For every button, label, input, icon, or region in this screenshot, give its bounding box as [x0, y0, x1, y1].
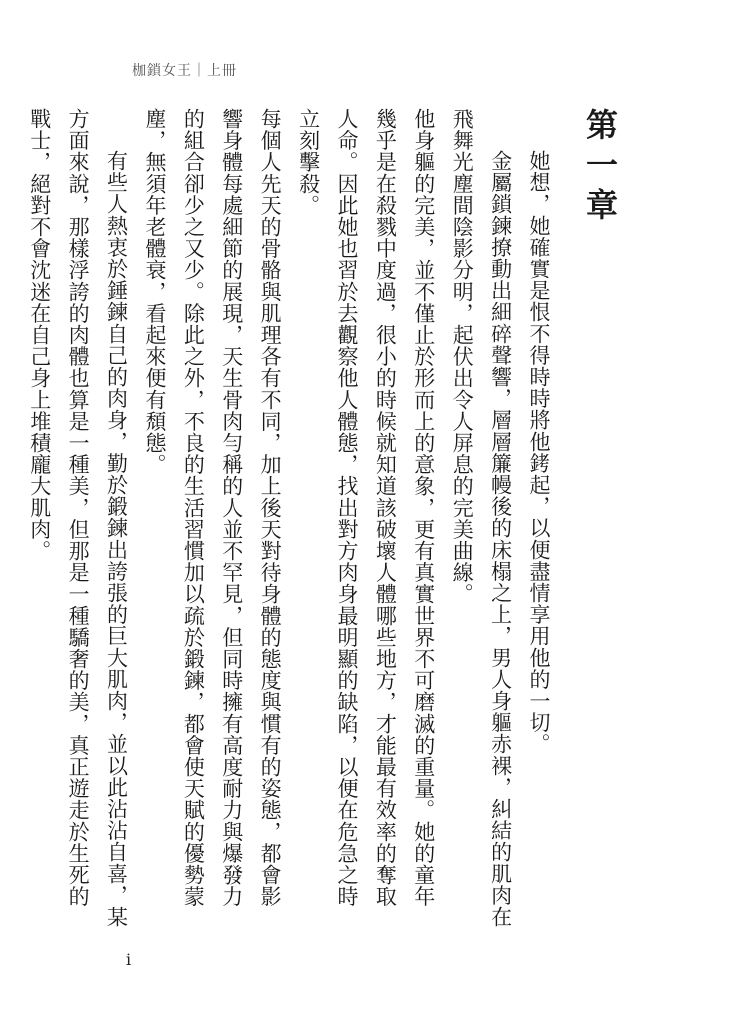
running-header: 枷鎖女王｜上冊 — [132, 63, 237, 79]
page-number: i — [126, 950, 132, 969]
body-text — [27, 108, 620, 928]
paragraph: 金屬鎖鍊撩動出細碎聲響，層層簾幔後的床榻之上，男人身軀赤裸，糾結的肌肉在飛舞光塵間陰影分明，起伏出令人屏息的完美曲線。 — [450, 108, 513, 928]
paragraph: 有些人熱衷於錘鍊自己的肉身，勤於鍛鍊出誇張的巨大肌肉，並以此沾沾自喜，某方面來說，那樣浮誇的肉體也算是一種美，但那是一種驕奢的美，真正遊走於生死的戰士，絕對不會沈迷在自己身上堆積龐大肌肉。 — [27, 108, 129, 928]
chapter-title: 第一章 — [581, 108, 619, 228]
paragraph: 他身軀的完美，並不僅止於形而上的意象，更有真實世界不可磨滅的重量。她的童年幾乎是在殺戮中度過，很小的時候就知道該破壞人體哪些地方，才能最有效率的奪取人命。因此她也習於去觀察他人體態，找出對方肉身最明顯的缺陷，以便在危急之時立刻擊殺。 — [296, 108, 436, 908]
paragraph: 每個人先天的骨骼與肌理各有不同，加上後天對待身體的態度與慣有的姿態，都會影響身體每處細節的展現，天生骨肉勻稱的人並不罕見，但同時擁有高度耐力與爆發力的組合卻少之又少。除此之外，不良的生活習慣加以疏於鍛鍊，都會使天賦的優勢蒙塵，無須年老體衰，看起來便有頹態。 — [142, 108, 283, 908]
paragraph: 她想，她確實是恨不得時時將他銬起，以便盡情享用他的一切。 — [527, 150, 551, 755]
